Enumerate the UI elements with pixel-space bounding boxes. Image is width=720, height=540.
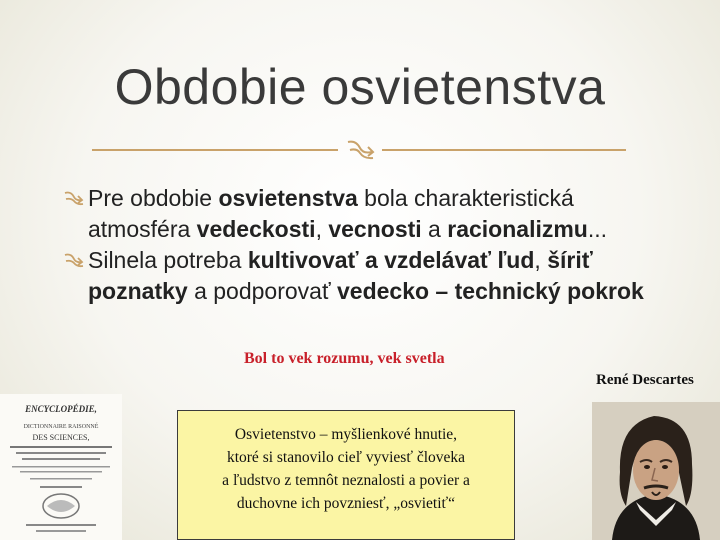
book-line-1: ENCYCLOPÉDIE, [25, 404, 97, 414]
note-line-3: a ľudstvo z temnôt neznalosti a povier a [222, 472, 470, 489]
note-line-4: duchovne ich povzniesť, „osvietiť“ [236, 495, 456, 512]
bullet-1-bold-1: osvietenstva [218, 185, 358, 211]
bullet-1-bold-4: racionalizmu [447, 216, 588, 242]
bullet-1-text-3: , [315, 216, 329, 242]
bullet-item-2 [62, 245, 662, 307]
note-line-2: ktoré si stanovilo cieľ vyviesť človeka [226, 449, 466, 466]
bullet-2-text-1: Silnela potreba [88, 247, 248, 273]
bullet-1-text: Pre obdobie [88, 185, 219, 211]
bullet-2-bold-2: šíriť poznatky [88, 247, 593, 304]
definition-note-box [177, 410, 515, 540]
slide-title: Obdobie osvietenstva [114, 59, 606, 115]
bullet-2-bold-3: vedecko – technický pokrok [336, 278, 644, 304]
flourish-bullet-icon [64, 190, 84, 207]
book-line-3: DES SCIENCES, [32, 433, 90, 442]
bullet-item-1 [62, 183, 662, 245]
divider-line-left [92, 149, 338, 151]
divider-line-right [382, 149, 626, 151]
book-line-2: DICTIONNAIRE RAISONNÉ [23, 424, 99, 430]
bullet-2-text-3: a podporovať [187, 278, 337, 304]
flourish-bullet-icon [64, 252, 84, 269]
bullet-1-text-4: a [421, 216, 448, 242]
bullet-list [62, 183, 662, 307]
descartes-portrait-image [592, 402, 720, 540]
note-line-1: Osvietenstvo – myšlienkové hnutie, [234, 426, 458, 443]
flourish-divider-icon [346, 138, 376, 162]
bullet-1-text-5: ... [587, 216, 608, 242]
book-page-illustration [0, 394, 122, 540]
portrait-illustration [592, 402, 720, 540]
bullet-1-text-2: bola charakteristická atmosféra [88, 185, 574, 242]
overlay-caption: Bol to vek rozumu, vek svetla [244, 350, 445, 367]
portrait-caption: René Descartes [596, 372, 694, 388]
bullet-1-bold-3: vecnosti [328, 216, 422, 242]
encyclopedie-title-page-image [0, 394, 122, 540]
bullet-2-bold-1: kultivovať a vzdelávať ľud [247, 247, 535, 273]
bullet-1-bold-2: vedeckosti [196, 216, 316, 242]
bullet-2-text-2: , [534, 247, 548, 273]
